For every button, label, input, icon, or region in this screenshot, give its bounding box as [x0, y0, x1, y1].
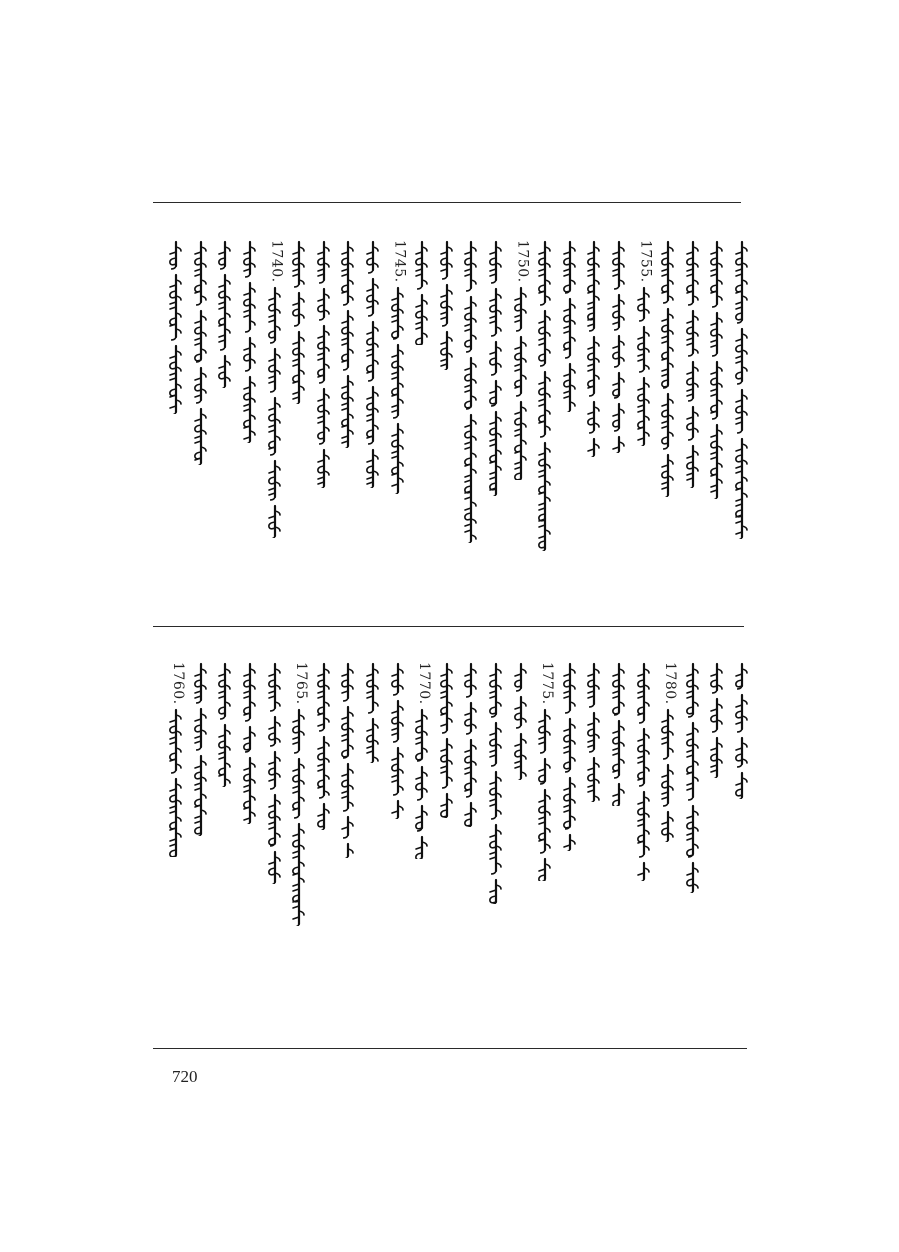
- script-word: [711, 425, 722, 499]
- script-word: [219, 275, 230, 350]
- script-text: [192, 240, 208, 465]
- script-word: [588, 242, 599, 331]
- script-text: [290, 708, 306, 926]
- script-word: [564, 664, 575, 713]
- script-word: [195, 242, 206, 305]
- script-line: [487, 240, 503, 496]
- script-word: [244, 377, 255, 443]
- script-word: [465, 297, 476, 352]
- script-line: [659, 240, 675, 497]
- script-word: [736, 390, 747, 433]
- script-text: [389, 286, 405, 494]
- script-line: [733, 240, 749, 539]
- middle-rule: [153, 626, 744, 627]
- script-word: [170, 275, 181, 340]
- script-line: [389, 662, 405, 819]
- script-word: [268, 398, 279, 455]
- script-line: [241, 240, 257, 443]
- script-line: [241, 662, 257, 824]
- script-word: [687, 664, 698, 717]
- script-word: [613, 336, 624, 367]
- script-word: [391, 748, 402, 795]
- script-word: [736, 439, 747, 539]
- script-word: [736, 773, 747, 799]
- script-text: [635, 662, 651, 881]
- script-word: [514, 288, 525, 331]
- script-word: [367, 279, 378, 316]
- script-text: [512, 662, 528, 780]
- script-text: [216, 662, 232, 787]
- script-word: [170, 779, 181, 857]
- script-word: [687, 446, 698, 488]
- script-word: [293, 710, 304, 753]
- script-line: [659, 708, 675, 842]
- script-word: [736, 738, 747, 767]
- script-word: [613, 784, 624, 806]
- script-line: [389, 286, 405, 494]
- script-line: [684, 240, 700, 488]
- script-line: [536, 708, 552, 881]
- script-text: [733, 662, 749, 799]
- script-word: [687, 723, 698, 800]
- script-word: [539, 443, 550, 551]
- script-word: [244, 338, 255, 371]
- script-word: [268, 349, 279, 392]
- script-word: [342, 707, 353, 758]
- script-word: [564, 242, 575, 293]
- script-line: [364, 240, 380, 488]
- script-word: [367, 719, 378, 763]
- script-word: [687, 311, 698, 356]
- script-text: [438, 240, 454, 370]
- script-text: [364, 240, 380, 488]
- script-line: [512, 286, 528, 480]
- script-word: [367, 387, 378, 444]
- script-text: [315, 240, 331, 488]
- script-word: [637, 327, 648, 372]
- script-word: [318, 737, 329, 798]
- script-word: [564, 778, 575, 829]
- script-word: [711, 738, 722, 778]
- script-text: [339, 662, 355, 858]
- script-word: [539, 242, 550, 305]
- script-word: [367, 450, 378, 488]
- script-word: [465, 740, 476, 797]
- script-line: [438, 662, 454, 818]
- script-text: [585, 240, 601, 457]
- script-word: [613, 437, 624, 453]
- script-text: [266, 286, 282, 538]
- script-text: [462, 662, 478, 827]
- script-word: [687, 242, 698, 305]
- script-word: [539, 710, 550, 753]
- script-word: [268, 852, 279, 884]
- script-text: [684, 240, 700, 488]
- script-word: [564, 364, 575, 412]
- script-line: [684, 662, 700, 893]
- script-word: [687, 863, 698, 893]
- script-word: [441, 332, 452, 370]
- script-word: [416, 806, 427, 831]
- script-line: [512, 662, 528, 780]
- script-word: [367, 664, 378, 713]
- script-word: [244, 283, 255, 332]
- script-word: [268, 795, 279, 846]
- script-word: [662, 242, 673, 303]
- script-word: [318, 664, 329, 731]
- script-word: [392, 801, 403, 819]
- script-word: [170, 346, 181, 414]
- script-word: [514, 402, 525, 480]
- script-word: [342, 764, 353, 811]
- script-word: [662, 812, 673, 842]
- script-word: [711, 313, 722, 356]
- script-word: [170, 242, 181, 269]
- script-word: [195, 409, 206, 465]
- script-word: [416, 710, 427, 761]
- script-text: [266, 662, 282, 884]
- script-word: [268, 664, 279, 711]
- script-line: [585, 662, 601, 802]
- script-word: [637, 729, 648, 786]
- script-line: [635, 662, 651, 881]
- script-word: [416, 242, 427, 289]
- script-word: [662, 765, 673, 806]
- script-word: [465, 664, 476, 697]
- script-text: [438, 662, 454, 818]
- script-word: [268, 717, 279, 746]
- script-word: [564, 719, 575, 772]
- script-text: [684, 662, 700, 893]
- script-word: [244, 664, 255, 721]
- script-word: [195, 709, 206, 750]
- script-word: [564, 299, 575, 358]
- script-text: [561, 240, 577, 412]
- script-line: [216, 662, 232, 787]
- script-word: [318, 242, 329, 283]
- script-line: [315, 240, 331, 488]
- script-word: [662, 710, 673, 759]
- script-word: [170, 710, 181, 773]
- script-word: [687, 407, 698, 440]
- script-word: [318, 804, 329, 830]
- script-word: [490, 342, 501, 375]
- script-text: [512, 286, 528, 480]
- script-word: [662, 309, 673, 388]
- script-line: [339, 240, 355, 448]
- script-line: [167, 708, 183, 857]
- script-line: [216, 240, 232, 388]
- script-word: [416, 837, 427, 859]
- script-line: [487, 662, 503, 904]
- script-line: [561, 240, 577, 412]
- line-number: 1775.: [539, 662, 556, 705]
- script-text: [708, 662, 724, 778]
- script-line: [462, 240, 478, 543]
- script-word: [490, 825, 501, 874]
- script-word: [244, 758, 255, 824]
- script-text: [364, 662, 380, 763]
- script-text: [610, 240, 626, 453]
- script-text: [167, 240, 183, 414]
- script-word: [736, 664, 747, 689]
- script-word: [367, 322, 378, 381]
- script-word: [441, 794, 452, 818]
- script-line: [708, 662, 724, 778]
- script-word: [637, 378, 648, 446]
- script-word: [711, 699, 722, 732]
- script-word: [342, 242, 353, 305]
- script-word: [514, 664, 525, 691]
- script-word: [342, 376, 353, 448]
- script-line: [462, 662, 478, 827]
- script-text: [487, 662, 503, 904]
- script-line: [413, 240, 429, 345]
- script-text: [462, 240, 478, 543]
- script-word: [613, 664, 624, 715]
- script-text: [241, 662, 257, 824]
- script-line: [413, 708, 429, 859]
- script-word: [391, 701, 402, 742]
- script-word: [391, 288, 402, 339]
- script-line: [561, 662, 577, 851]
- script-line: [708, 240, 724, 499]
- script-word: [490, 880, 501, 904]
- script-word: [391, 424, 402, 494]
- script-word: [268, 461, 279, 500]
- script-word: [219, 664, 230, 719]
- script-word: [465, 415, 476, 543]
- script-text: [290, 240, 306, 404]
- line-number: 1760.: [170, 662, 187, 705]
- line-number: 1780.: [662, 662, 679, 705]
- script-word: [293, 332, 304, 404]
- script-line: [315, 662, 331, 830]
- script-word: [465, 803, 476, 827]
- script-word: [195, 664, 206, 703]
- script-word: [687, 362, 698, 401]
- script-word: [342, 817, 353, 838]
- script-text: [413, 240, 429, 345]
- script-word: [293, 759, 304, 818]
- script-word: [539, 311, 550, 366]
- script-word: [195, 311, 206, 362]
- upper-text-block: [150, 240, 740, 600]
- lower-text-block: [150, 662, 740, 1022]
- script-word: [441, 285, 452, 326]
- script-line: [192, 662, 208, 836]
- script-line: [610, 240, 626, 453]
- script-word: [268, 752, 279, 789]
- script-line: [290, 240, 306, 404]
- script-word: [514, 337, 525, 396]
- script-text: [413, 708, 429, 859]
- script-word: [318, 289, 329, 320]
- script-word: [564, 835, 575, 851]
- script-word: [588, 664, 599, 707]
- script-word: [711, 362, 722, 419]
- script-text: [536, 708, 552, 881]
- script-line: [610, 662, 626, 806]
- script-word: [343, 844, 353, 858]
- script-word: [539, 759, 550, 784]
- script-line: [438, 240, 454, 370]
- script-line: [167, 240, 183, 414]
- script-word: [318, 450, 329, 488]
- script-text: [487, 240, 503, 496]
- script-word: [219, 356, 230, 388]
- script-word: [588, 758, 599, 802]
- script-line: [339, 662, 355, 858]
- script-text: [192, 662, 208, 836]
- script-word: [588, 439, 599, 457]
- script-word: [613, 242, 624, 289]
- script-word: [219, 725, 230, 787]
- script-text: [708, 240, 724, 499]
- script-word: [514, 734, 525, 780]
- script-text: [389, 662, 405, 819]
- script-word: [268, 288, 279, 343]
- script-word: [490, 289, 501, 336]
- script-text: [635, 286, 651, 446]
- script-word: [687, 806, 698, 857]
- script-text: [339, 240, 355, 448]
- script-line: [192, 240, 208, 465]
- script-word: [391, 345, 402, 418]
- script-line: [266, 286, 282, 538]
- script-word: [588, 713, 599, 752]
- script-word: [637, 792, 648, 857]
- script-word: [613, 404, 624, 431]
- script-word: [465, 358, 476, 409]
- script-word: [490, 772, 501, 819]
- script-line: [635, 286, 651, 446]
- script-word: [613, 295, 624, 330]
- script-word: [293, 293, 304, 326]
- script-word: [367, 242, 378, 273]
- script-word: [244, 242, 255, 277]
- script-text: [585, 662, 601, 802]
- line-number: 1755.: [637, 240, 654, 283]
- script-word: [637, 664, 648, 723]
- script-line: [364, 662, 380, 763]
- script-word: [219, 242, 230, 269]
- script-word: [662, 394, 673, 449]
- script-word: [637, 288, 648, 321]
- script-word: [268, 506, 279, 538]
- script-word: [514, 697, 525, 728]
- top-rule: [153, 202, 741, 203]
- script-text: [561, 662, 577, 851]
- script-word: [539, 372, 550, 437]
- line-number: 1765.: [293, 662, 310, 705]
- bottom-rule: [153, 1048, 747, 1049]
- script-word: [638, 863, 649, 881]
- script-word: [490, 381, 501, 406]
- script-word: [490, 664, 501, 717]
- script-text: [733, 240, 749, 539]
- script-word: [588, 402, 599, 433]
- script-word: [318, 389, 329, 444]
- script-word: [318, 326, 329, 383]
- page-number: 720: [172, 1067, 198, 1086]
- script-text: [610, 662, 626, 806]
- script-word: [416, 295, 427, 345]
- script-text: [315, 662, 331, 830]
- script-word: [391, 664, 402, 695]
- script-word: [736, 329, 747, 384]
- script-word: [465, 703, 476, 734]
- script-word: [711, 242, 722, 307]
- script-word: [195, 756, 206, 836]
- script-text: [536, 240, 552, 551]
- script-line: [536, 240, 552, 551]
- script-word: [195, 368, 206, 403]
- script-word: [588, 337, 599, 396]
- script-word: [441, 242, 452, 279]
- script-word: [736, 695, 747, 732]
- script-word: [342, 664, 353, 701]
- script-word: [711, 664, 722, 693]
- script-text: [659, 240, 675, 497]
- script-line: [266, 662, 282, 884]
- line-number: 1770.: [416, 662, 433, 705]
- script-word: [293, 824, 304, 926]
- script-word: [490, 412, 501, 496]
- script-word: [662, 455, 673, 497]
- script-word: [490, 242, 501, 283]
- script-word: [465, 242, 476, 291]
- script-word: [539, 790, 550, 853]
- script-word: [490, 723, 501, 766]
- script-line: [733, 662, 749, 799]
- script-word: [342, 311, 353, 370]
- script-word: [244, 727, 255, 752]
- script-word: [293, 242, 304, 287]
- line-number: 1750.: [514, 240, 531, 283]
- script-word: [441, 664, 452, 733]
- script-word: [416, 767, 427, 800]
- script-line: [290, 708, 306, 926]
- script-line: [585, 240, 601, 457]
- script-word: [613, 721, 624, 778]
- script-word: [441, 739, 452, 788]
- script-text: [167, 708, 183, 857]
- line-number: 1745.: [391, 240, 408, 283]
- script-word: [539, 859, 550, 881]
- line-number: 1740.: [268, 240, 285, 283]
- script-word: [736, 242, 747, 323]
- script-word: [613, 373, 624, 398]
- script-text: [659, 708, 675, 842]
- script-text: [241, 240, 257, 443]
- script-text: [216, 240, 232, 388]
